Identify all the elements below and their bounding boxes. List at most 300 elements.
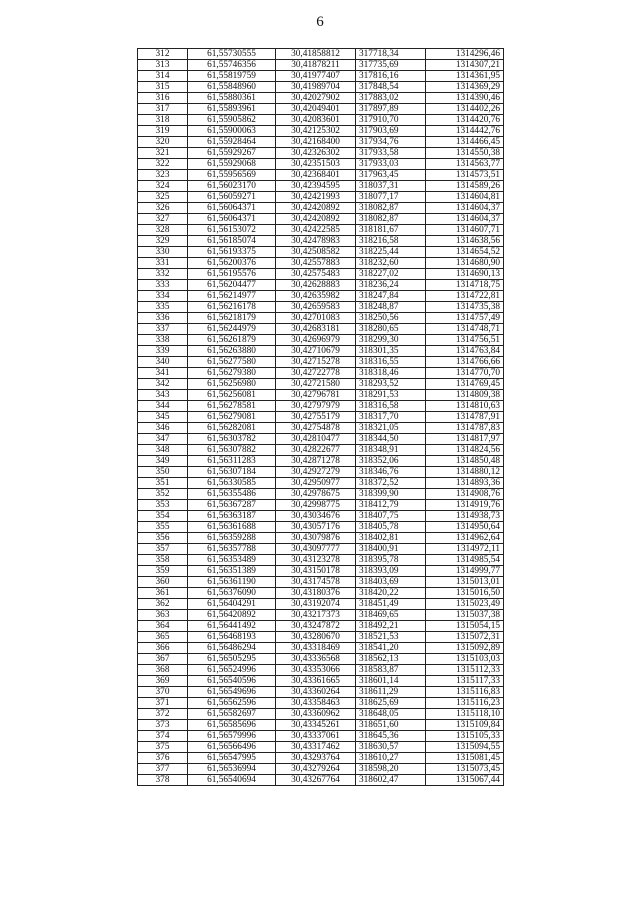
table-row — [138, 467, 504, 478]
x-coordinate-cell: 318082,87 — [356, 214, 426, 225]
latitude-cell: 61,56064371 — [188, 203, 276, 214]
y-coordinate-cell: 1314919,76 — [426, 500, 504, 511]
latitude-cell: 61,55819759 — [188, 71, 276, 82]
longitude-cell: 30,42810477 — [276, 434, 356, 445]
x-coordinate-cell: 318651,60 — [356, 720, 426, 731]
longitude-cell: 30,42755179 — [276, 412, 356, 423]
x-coordinate-cell: 318521,53 — [356, 632, 426, 643]
table-row — [138, 346, 504, 357]
point-number-cell: 345 — [138, 412, 188, 423]
latitude-cell: 61,56200376 — [188, 258, 276, 269]
y-coordinate-cell: 1314824,56 — [426, 445, 504, 456]
table-row — [138, 423, 504, 434]
point-number-cell: 340 — [138, 357, 188, 368]
latitude-cell: 61,56303782 — [188, 434, 276, 445]
x-coordinate-cell: 318402,81 — [356, 533, 426, 544]
latitude-cell: 61,56376090 — [188, 588, 276, 599]
x-coordinate-cell: 318400,91 — [356, 544, 426, 555]
y-coordinate-cell: 1314680,90 — [426, 258, 504, 269]
longitude-cell: 30,43361665 — [276, 676, 356, 687]
x-coordinate-cell: 318225,44 — [356, 247, 426, 258]
y-coordinate-cell: 1314307,21 — [426, 60, 504, 71]
latitude-cell: 61,56404291 — [188, 599, 276, 610]
x-coordinate-cell: 317883,02 — [356, 93, 426, 104]
latitude-cell: 61,55746356 — [188, 60, 276, 71]
point-number-cell: 356 — [138, 533, 188, 544]
x-coordinate-cell: 318248,87 — [356, 302, 426, 313]
point-number-cell: 335 — [138, 302, 188, 313]
y-coordinate-cell: 1315023,49 — [426, 599, 504, 610]
latitude-cell: 61,55900063 — [188, 126, 276, 137]
y-coordinate-cell: 1314654,52 — [426, 247, 504, 258]
table-row — [138, 753, 504, 764]
table-row — [138, 511, 504, 522]
y-coordinate-cell: 1314589,26 — [426, 181, 504, 192]
table-row — [138, 170, 504, 181]
y-coordinate-cell: 1314442,76 — [426, 126, 504, 137]
table-row — [138, 148, 504, 159]
table-row — [138, 401, 504, 412]
table-row — [138, 544, 504, 555]
latitude-cell: 61,56023170 — [188, 181, 276, 192]
y-coordinate-cell: 1314466,45 — [426, 137, 504, 148]
y-coordinate-cell: 1315118,10 — [426, 709, 504, 720]
table-row — [138, 71, 504, 82]
y-coordinate-cell: 1315072,31 — [426, 632, 504, 643]
point-number-cell: 357 — [138, 544, 188, 555]
latitude-cell: 61,56441492 — [188, 621, 276, 632]
latitude-cell: 61,55929267 — [188, 148, 276, 159]
latitude-cell: 61,56566496 — [188, 742, 276, 753]
x-coordinate-cell: 317934,76 — [356, 137, 426, 148]
table-row — [138, 368, 504, 379]
x-coordinate-cell: 318648,05 — [356, 709, 426, 720]
point-number-cell: 342 — [138, 379, 188, 390]
y-coordinate-cell: 1314607,71 — [426, 225, 504, 236]
table-row — [138, 137, 504, 148]
point-number-cell: 341 — [138, 368, 188, 379]
y-coordinate-cell: 1315116,83 — [426, 687, 504, 698]
table-row — [138, 258, 504, 269]
point-number-cell: 349 — [138, 456, 188, 467]
latitude-cell: 61,56562596 — [188, 698, 276, 709]
point-number-cell: 343 — [138, 390, 188, 401]
longitude-cell: 30,42478983 — [276, 236, 356, 247]
latitude-cell: 61,56468193 — [188, 632, 276, 643]
longitude-cell: 30,43180376 — [276, 588, 356, 599]
longitude-cell: 30,42710679 — [276, 346, 356, 357]
table-row — [138, 687, 504, 698]
longitude-cell: 30,42754878 — [276, 423, 356, 434]
point-number-cell: 344 — [138, 401, 188, 412]
table-row — [138, 610, 504, 621]
longitude-cell: 30,42394595 — [276, 181, 356, 192]
table-row — [138, 93, 504, 104]
x-coordinate-cell: 318247,84 — [356, 291, 426, 302]
point-number-cell: 364 — [138, 621, 188, 632]
longitude-cell: 30,42168400 — [276, 137, 356, 148]
x-coordinate-cell: 318583,87 — [356, 665, 426, 676]
longitude-cell: 30,43247872 — [276, 621, 356, 632]
latitude-cell: 61,56330585 — [188, 478, 276, 489]
y-coordinate-cell: 1315116,23 — [426, 698, 504, 709]
table-row — [138, 434, 504, 445]
y-coordinate-cell: 1315103,03 — [426, 654, 504, 665]
longitude-cell: 30,42721580 — [276, 379, 356, 390]
coordinates-table-body — [138, 49, 504, 786]
y-coordinate-cell: 1315054,15 — [426, 621, 504, 632]
latitude-cell: 61,56195576 — [188, 269, 276, 280]
point-number-cell: 361 — [138, 588, 188, 599]
latitude-cell: 61,56218179 — [188, 313, 276, 324]
latitude-cell: 61,56547995 — [188, 753, 276, 764]
longitude-cell: 30,42422585 — [276, 225, 356, 236]
table-row — [138, 720, 504, 731]
x-coordinate-cell: 318077,17 — [356, 192, 426, 203]
table-row — [138, 709, 504, 720]
point-number-cell: 369 — [138, 676, 188, 687]
latitude-cell: 61,56185074 — [188, 236, 276, 247]
longitude-cell: 30,43353066 — [276, 665, 356, 676]
y-coordinate-cell: 1315094,55 — [426, 742, 504, 753]
longitude-cell: 30,42635982 — [276, 291, 356, 302]
x-coordinate-cell: 318399,90 — [356, 489, 426, 500]
latitude-cell: 61,56204477 — [188, 280, 276, 291]
y-coordinate-cell: 1315013,01 — [426, 577, 504, 588]
latitude-cell: 61,56536994 — [188, 764, 276, 775]
point-number-cell: 324 — [138, 181, 188, 192]
table-row — [138, 533, 504, 544]
y-coordinate-cell: 1315117,33 — [426, 676, 504, 687]
point-number-cell: 358 — [138, 555, 188, 566]
latitude-cell: 61,56311283 — [188, 456, 276, 467]
longitude-cell: 30,43174578 — [276, 577, 356, 588]
latitude-cell: 61,56278581 — [188, 401, 276, 412]
table-row — [138, 302, 504, 313]
x-coordinate-cell: 318611,29 — [356, 687, 426, 698]
point-number-cell: 321 — [138, 148, 188, 159]
point-number-cell: 317 — [138, 104, 188, 115]
y-coordinate-cell: 1314810,63 — [426, 401, 504, 412]
latitude-cell: 61,56420892 — [188, 610, 276, 621]
longitude-cell: 30,42508582 — [276, 247, 356, 258]
table-row — [138, 324, 504, 335]
longitude-cell: 30,42927279 — [276, 467, 356, 478]
x-coordinate-cell: 318227,02 — [356, 269, 426, 280]
latitude-cell: 61,56214977 — [188, 291, 276, 302]
table-row — [138, 126, 504, 137]
x-coordinate-cell: 318625,69 — [356, 698, 426, 709]
table-row — [138, 357, 504, 368]
longitude-cell: 30,43097777 — [276, 544, 356, 555]
x-coordinate-cell: 318082,87 — [356, 203, 426, 214]
x-coordinate-cell: 318372,52 — [356, 478, 426, 489]
y-coordinate-cell: 1314369,29 — [426, 82, 504, 93]
y-coordinate-cell: 1315109,84 — [426, 720, 504, 731]
point-number-cell: 365 — [138, 632, 188, 643]
y-coordinate-cell: 1315112,33 — [426, 665, 504, 676]
longitude-cell: 30,42125302 — [276, 126, 356, 137]
table-row — [138, 632, 504, 643]
latitude-cell: 61,56524996 — [188, 665, 276, 676]
longitude-cell: 30,42978675 — [276, 489, 356, 500]
point-number-cell: 338 — [138, 335, 188, 346]
y-coordinate-cell: 1314390,46 — [426, 93, 504, 104]
point-number-cell: 362 — [138, 599, 188, 610]
point-number-cell: 352 — [138, 489, 188, 500]
latitude-cell: 61,56282081 — [188, 423, 276, 434]
y-coordinate-cell: 1315073,45 — [426, 764, 504, 775]
y-coordinate-cell: 1314604,37 — [426, 214, 504, 225]
point-number-cell: 331 — [138, 258, 188, 269]
point-number-cell: 346 — [138, 423, 188, 434]
longitude-cell: 30,42575483 — [276, 269, 356, 280]
longitude-cell: 30,43150178 — [276, 566, 356, 577]
x-coordinate-cell: 318318,46 — [356, 368, 426, 379]
point-number-cell: 337 — [138, 324, 188, 335]
point-number-cell: 313 — [138, 60, 188, 71]
table-row — [138, 236, 504, 247]
x-coordinate-cell: 318232,60 — [356, 258, 426, 269]
table-row — [138, 225, 504, 236]
x-coordinate-cell: 317897,89 — [356, 104, 426, 115]
point-number-cell: 329 — [138, 236, 188, 247]
point-number-cell: 315 — [138, 82, 188, 93]
longitude-cell: 30,42822677 — [276, 445, 356, 456]
y-coordinate-cell: 1314950,64 — [426, 522, 504, 533]
table-row — [138, 698, 504, 709]
table-row — [138, 555, 504, 566]
point-number-cell: 312 — [138, 49, 188, 60]
y-coordinate-cell: 1314420,76 — [426, 115, 504, 126]
longitude-cell: 30,42628883 — [276, 280, 356, 291]
latitude-cell: 61,55893961 — [188, 104, 276, 115]
longitude-cell: 30,41878211 — [276, 60, 356, 71]
longitude-cell: 30,41977407 — [276, 71, 356, 82]
latitude-cell: 61,56193375 — [188, 247, 276, 258]
latitude-cell: 61,56486294 — [188, 643, 276, 654]
point-number-cell: 318 — [138, 115, 188, 126]
longitude-cell: 30,41989704 — [276, 82, 356, 93]
latitude-cell: 61,56153072 — [188, 225, 276, 236]
x-coordinate-cell: 318598,20 — [356, 764, 426, 775]
latitude-cell: 61,56549696 — [188, 687, 276, 698]
table-row — [138, 445, 504, 456]
point-number-cell: 333 — [138, 280, 188, 291]
x-coordinate-cell: 317903,69 — [356, 126, 426, 137]
y-coordinate-cell: 1314757,49 — [426, 313, 504, 324]
x-coordinate-cell: 318412,79 — [356, 500, 426, 511]
point-number-cell: 334 — [138, 291, 188, 302]
point-number-cell: 316 — [138, 93, 188, 104]
page-number: 6 — [316, 14, 324, 30]
table-row — [138, 291, 504, 302]
latitude-cell: 61,55956569 — [188, 170, 276, 181]
latitude-cell: 61,55905862 — [188, 115, 276, 126]
y-coordinate-cell: 1314766,66 — [426, 357, 504, 368]
point-number-cell: 378 — [138, 775, 188, 786]
table-row — [138, 676, 504, 687]
table-row — [138, 115, 504, 126]
x-coordinate-cell: 318321,05 — [356, 423, 426, 434]
x-coordinate-cell: 318541,20 — [356, 643, 426, 654]
table-row — [138, 313, 504, 324]
x-coordinate-cell: 318344,50 — [356, 434, 426, 445]
longitude-cell: 30,42701083 — [276, 313, 356, 324]
y-coordinate-cell: 1314809,38 — [426, 390, 504, 401]
y-coordinate-cell: 1314296,46 — [426, 49, 504, 60]
point-number-cell: 367 — [138, 654, 188, 665]
point-number-cell: 328 — [138, 225, 188, 236]
latitude-cell: 61,56540596 — [188, 676, 276, 687]
point-number-cell: 322 — [138, 159, 188, 170]
longitude-cell: 30,42797979 — [276, 401, 356, 412]
latitude-cell: 61,56263880 — [188, 346, 276, 357]
table-row — [138, 665, 504, 676]
point-number-cell: 360 — [138, 577, 188, 588]
longitude-cell: 30,43279264 — [276, 764, 356, 775]
latitude-cell: 61,55848960 — [188, 82, 276, 93]
latitude-cell: 61,56361190 — [188, 577, 276, 588]
y-coordinate-cell: 1315067,44 — [426, 775, 504, 786]
y-coordinate-cell: 1314604,81 — [426, 192, 504, 203]
latitude-cell: 61,56359288 — [188, 533, 276, 544]
x-coordinate-cell: 318451,49 — [356, 599, 426, 610]
latitude-cell: 61,56361688 — [188, 522, 276, 533]
y-coordinate-cell: 1314604,37 — [426, 203, 504, 214]
longitude-cell: 30,42420892 — [276, 214, 356, 225]
point-number-cell: 377 — [138, 764, 188, 775]
longitude-cell: 30,42351503 — [276, 159, 356, 170]
table-row — [138, 203, 504, 214]
x-coordinate-cell: 317910,70 — [356, 115, 426, 126]
x-coordinate-cell: 318395,78 — [356, 555, 426, 566]
y-coordinate-cell: 1314573,51 — [426, 170, 504, 181]
point-number-cell: 325 — [138, 192, 188, 203]
x-coordinate-cell: 317816,16 — [356, 71, 426, 82]
y-coordinate-cell: 1314563,77 — [426, 159, 504, 170]
table-row — [138, 412, 504, 423]
point-number-cell: 372 — [138, 709, 188, 720]
x-coordinate-cell: 318037,31 — [356, 181, 426, 192]
latitude-cell: 61,56244979 — [188, 324, 276, 335]
latitude-cell: 61,56353489 — [188, 555, 276, 566]
x-coordinate-cell: 318316,55 — [356, 357, 426, 368]
table-row — [138, 214, 504, 225]
longitude-cell: 30,43034676 — [276, 511, 356, 522]
y-coordinate-cell: 1314787,91 — [426, 412, 504, 423]
table-row — [138, 247, 504, 258]
y-coordinate-cell: 1314718,75 — [426, 280, 504, 291]
x-coordinate-cell: 318293,52 — [356, 379, 426, 390]
x-coordinate-cell: 318352,06 — [356, 456, 426, 467]
y-coordinate-cell: 1315092,89 — [426, 643, 504, 654]
longitude-cell: 30,43123278 — [276, 555, 356, 566]
x-coordinate-cell: 318250,56 — [356, 313, 426, 324]
longitude-cell: 30,42796781 — [276, 390, 356, 401]
table-row — [138, 621, 504, 632]
latitude-cell: 61,56585696 — [188, 720, 276, 731]
y-coordinate-cell: 1314756,51 — [426, 335, 504, 346]
point-number-cell: 332 — [138, 269, 188, 280]
x-coordinate-cell: 318645,36 — [356, 731, 426, 742]
table-row — [138, 742, 504, 753]
table-row — [138, 456, 504, 467]
point-number-cell: 350 — [138, 467, 188, 478]
longitude-cell: 30,43345261 — [276, 720, 356, 731]
longitude-cell: 30,43217373 — [276, 610, 356, 621]
x-coordinate-cell: 317735,69 — [356, 60, 426, 71]
latitude-cell: 61,56355486 — [188, 489, 276, 500]
longitude-cell: 30,43318469 — [276, 643, 356, 654]
x-coordinate-cell: 318236,24 — [356, 280, 426, 291]
table-row — [138, 192, 504, 203]
latitude-cell: 61,56256081 — [188, 390, 276, 401]
y-coordinate-cell: 1315081,45 — [426, 753, 504, 764]
y-coordinate-cell: 1314999,77 — [426, 566, 504, 577]
y-coordinate-cell: 1314402,26 — [426, 104, 504, 115]
latitude-cell: 61,56307184 — [188, 467, 276, 478]
x-coordinate-cell: 318299,30 — [356, 335, 426, 346]
latitude-cell: 61,56540694 — [188, 775, 276, 786]
point-number-cell: 355 — [138, 522, 188, 533]
y-coordinate-cell: 1314769,45 — [426, 379, 504, 390]
point-number-cell: 359 — [138, 566, 188, 577]
x-coordinate-cell: 318420,22 — [356, 588, 426, 599]
latitude-cell: 61,56277580 — [188, 357, 276, 368]
y-coordinate-cell: 1315016,50 — [426, 588, 504, 599]
y-coordinate-cell: 1314763,84 — [426, 346, 504, 357]
longitude-cell: 30,42715278 — [276, 357, 356, 368]
latitude-cell: 61,56582697 — [188, 709, 276, 720]
x-coordinate-cell: 318407,75 — [356, 511, 426, 522]
point-number-cell: 323 — [138, 170, 188, 181]
point-number-cell: 363 — [138, 610, 188, 621]
y-coordinate-cell: 1314893,36 — [426, 478, 504, 489]
longitude-cell: 30,42557883 — [276, 258, 356, 269]
table-row — [138, 478, 504, 489]
x-coordinate-cell: 317963,45 — [356, 170, 426, 181]
x-coordinate-cell: 317933,58 — [356, 148, 426, 159]
x-coordinate-cell: 318602,47 — [356, 775, 426, 786]
x-coordinate-cell: 318393,09 — [356, 566, 426, 577]
longitude-cell: 30,43192074 — [276, 599, 356, 610]
latitude-cell: 61,56216178 — [188, 302, 276, 313]
coordinates-table — [137, 48, 504, 786]
y-coordinate-cell: 1314962,64 — [426, 533, 504, 544]
latitude-cell: 61,55730555 — [188, 49, 276, 60]
y-coordinate-cell: 1315105,33 — [426, 731, 504, 742]
y-coordinate-cell: 1314972,11 — [426, 544, 504, 555]
latitude-cell: 61,56351389 — [188, 566, 276, 577]
y-coordinate-cell: 1314880,12 — [426, 467, 504, 478]
table-row — [138, 775, 504, 786]
x-coordinate-cell: 318181,67 — [356, 225, 426, 236]
longitude-cell: 30,42659583 — [276, 302, 356, 313]
table-row — [138, 654, 504, 665]
latitude-cell: 61,56279380 — [188, 368, 276, 379]
longitude-cell: 30,42049401 — [276, 104, 356, 115]
longitude-cell: 30,43079876 — [276, 533, 356, 544]
table-row — [138, 379, 504, 390]
longitude-cell: 30,42683181 — [276, 324, 356, 335]
point-number-cell: 366 — [138, 643, 188, 654]
table-row — [138, 104, 504, 115]
longitude-cell: 30,43267764 — [276, 775, 356, 786]
x-coordinate-cell: 318291,53 — [356, 390, 426, 401]
table-row — [138, 500, 504, 511]
longitude-cell: 30,42998775 — [276, 500, 356, 511]
